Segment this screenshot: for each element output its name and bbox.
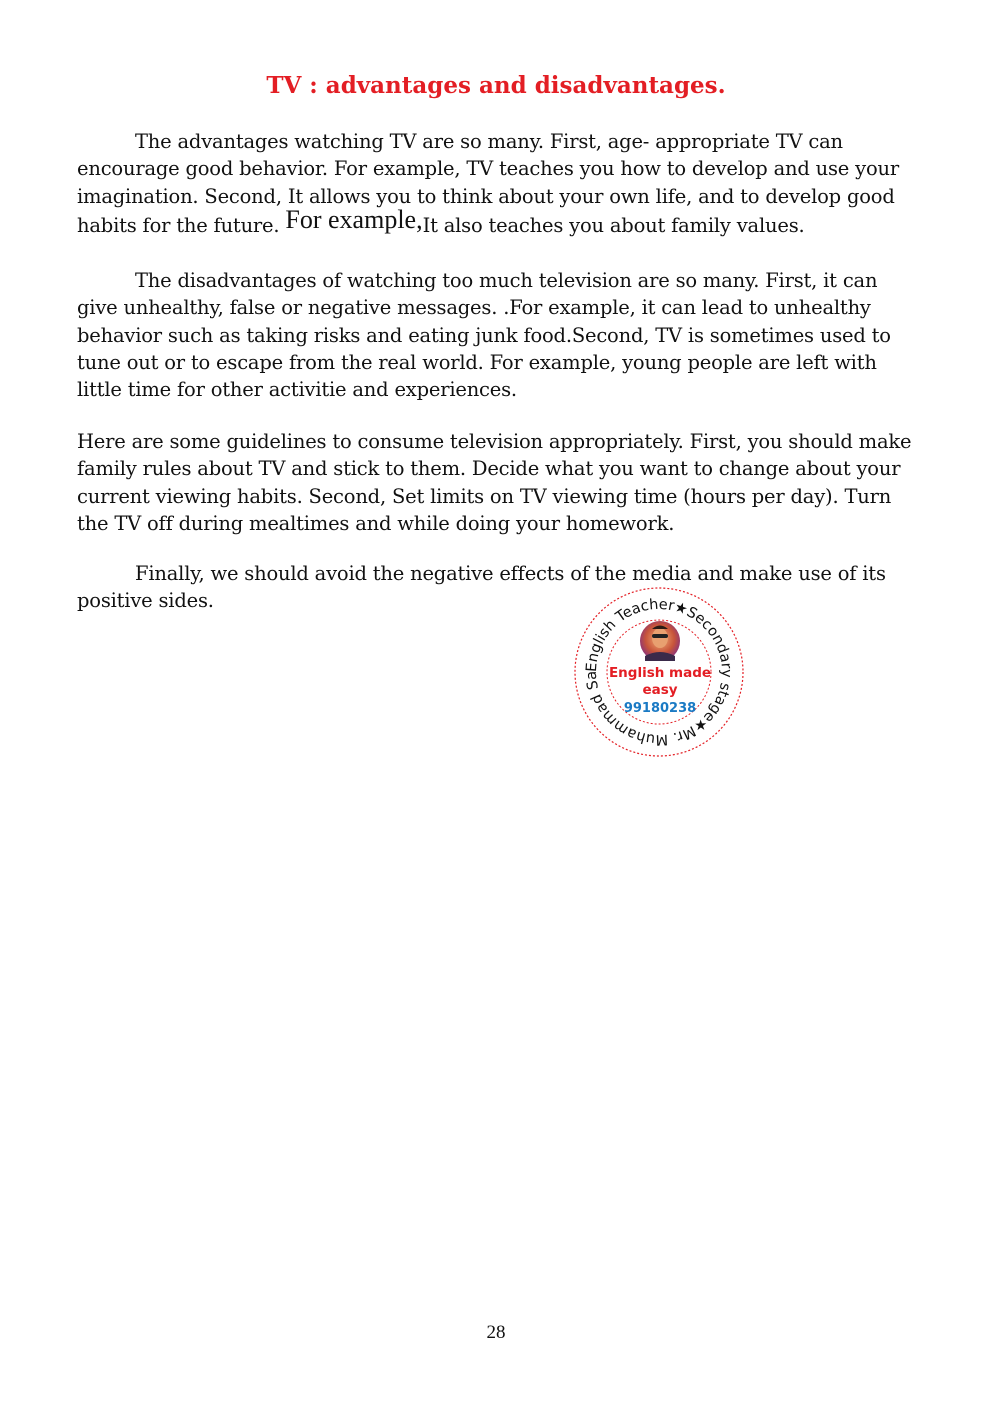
teacher-stamp: [573, 586, 745, 758]
stamp-portrait-icon: [640, 621, 680, 661]
inline-for-example: For example,: [285, 204, 423, 234]
paragraph-advantages-text: The advantages watching TV are so many. First, age- appropriate TV can encourage good behavior. For example, TV teaches you how to develop and use your imagination. Second, It allows you to think about your own life, and to develop good habits for the future.: [77, 130, 899, 237]
page-number: 28: [486, 1322, 506, 1343]
stamp-svg: [573, 586, 745, 758]
paragraph-advantages: [77, 128, 917, 239]
paragraph-advantages-end: It also teaches you about family values.: [422, 213, 805, 237]
stamp-line-1: English made: [608, 665, 712, 681]
paragraph-conclusion: Finally, we should avoid the negative effects of the media and make use of its positive sides.: [77, 562, 886, 613]
paragraph-guidelines: Here are some guidelines to consume television appropriately. First, you should make family rules about TV and stick to them. Decide what you want to change about your current viewing habits. Second, Set limits on TV viewing time (hours per day). Turn the TV off during mealtimes and while doing your homework.: [77, 430, 912, 535]
stamp-ring-text: English Teacher★Secondary stage★Mr. Muhammad Sa: [583, 596, 735, 748]
stamp-line-2: easy: [642, 682, 678, 698]
paragraph-disadvantages: The disadvantages of watching too much television are so many. First, it can give unhealthy, false or negative messages. .For example, it can lead to unhealthy behavior such as taking risks and eating junk food.Second, TV is sometimes used to tune out or to escape from the real world. For example, young people are left with little time for other activitie and experiences.: [77, 269, 891, 402]
stamp-phone: 99180238: [623, 701, 697, 716]
page-title: TV : advantages and disadvantages.: [266, 72, 726, 99]
